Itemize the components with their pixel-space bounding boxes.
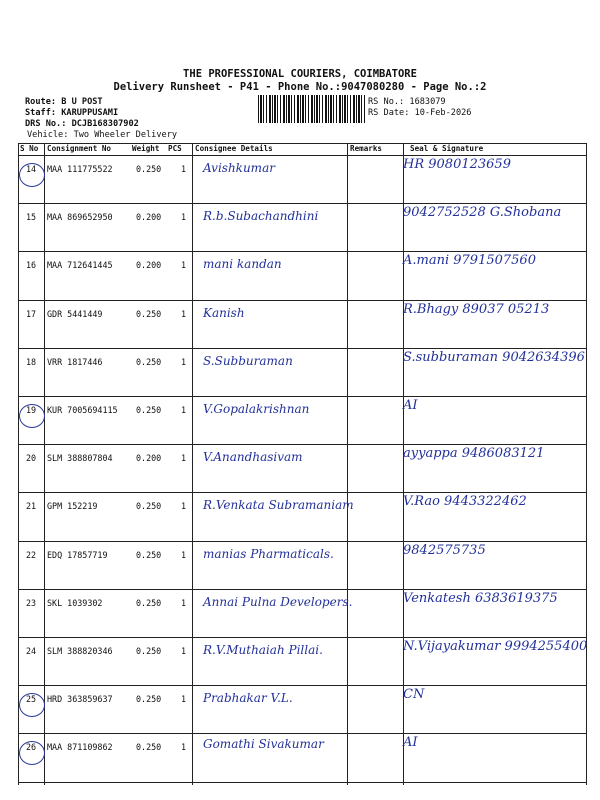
row-pcs: 1 <box>181 597 187 608</box>
table-row <box>18 301 586 343</box>
row-pcs: 1 <box>181 212 187 223</box>
row-weight: 0.250 <box>136 501 162 512</box>
row-consignment: MAA 712641445 <box>47 260 113 271</box>
row-weight: 0.200 <box>136 212 162 223</box>
table-row <box>18 638 586 680</box>
col-consignment: Consignment No <box>47 144 112 153</box>
row-consignment: SKL 1039302 <box>47 597 103 608</box>
consignee-handwriting: mani kandan <box>203 257 282 272</box>
row-weight: 0.250 <box>136 549 162 560</box>
col-consignee: Consignee Details <box>195 144 273 153</box>
row-weight: 0.250 <box>136 356 162 367</box>
consignee-handwriting: V.Anandhasivam <box>203 450 303 465</box>
row-sno: 15 <box>25 212 37 223</box>
consignee-handwriting: S.Subburaman <box>203 353 293 368</box>
col-sno: S No <box>20 144 39 153</box>
row-pcs: 1 <box>181 308 187 319</box>
barcode <box>258 95 366 123</box>
consignee-handwriting: Avishkumar <box>203 161 275 175</box>
row-weight: 0.250 <box>136 597 162 608</box>
row-pcs: 1 <box>181 164 187 174</box>
table-row <box>18 686 586 728</box>
row-sno: 26 <box>22 742 40 752</box>
table-row <box>18 349 586 391</box>
signature: N.Vijayakumar 9994255400 <box>403 639 588 654</box>
signature: 9842575735 <box>403 542 486 558</box>
signature: V.Rao 9443322462 <box>403 494 527 510</box>
signature: ayyappa 9486083121 <box>403 446 545 462</box>
circled-mark <box>19 693 45 717</box>
row-sno: 20 <box>25 453 37 464</box>
row-consignment: KUR 7005694115 <box>47 405 118 415</box>
table-row <box>18 445 586 487</box>
row-pcs: 1 <box>181 501 187 512</box>
consignee-handwriting: R.V.Muthaiah Pillai. <box>203 643 323 657</box>
drs-number: DRS No.: DCJB168307902 <box>25 119 139 129</box>
row-weight: 0.250 <box>136 646 162 656</box>
signature: 9042752528 G.Shobana <box>403 205 562 221</box>
row-consignment: VRR 1817446 <box>47 356 103 367</box>
signature: AI <box>403 398 418 413</box>
row-consignment: GPM 152219 <box>47 501 98 512</box>
col-weight: Weight <box>132 144 160 153</box>
row-pcs: 1 <box>181 549 187 560</box>
row-consignment: MAA 869652950 <box>47 212 113 223</box>
row-sno: 21 <box>25 501 37 512</box>
row-consignment: SLM 388807804 <box>47 453 113 464</box>
row-pcs: 1 <box>181 356 187 367</box>
row-consignment: MAA 111775522 <box>47 164 113 174</box>
row-pcs: 1 <box>181 405 187 415</box>
row-consignment: GDR 5441449 <box>47 308 103 319</box>
row-weight: 0.250 <box>136 405 162 415</box>
signature: R.Bhagy 89037 05213 <box>403 301 550 317</box>
row-pcs: 1 <box>181 646 187 656</box>
consignee-handwriting: R.b.Subachandhini <box>203 209 319 224</box>
table-header <box>18 143 586 155</box>
row-sno: 16 <box>25 260 37 271</box>
row-weight: 0.250 <box>136 308 162 319</box>
table-row <box>18 156 586 198</box>
signature: HR 9080123659 <box>403 157 511 172</box>
route-label: Route: B U POST <box>25 97 103 107</box>
consignee-handwriting: Kanish <box>203 305 245 320</box>
table-row <box>18 204 586 246</box>
row-consignment: SLM 388820346 <box>47 646 113 656</box>
row-sno: 18 <box>25 356 37 367</box>
row-pcs: 1 <box>181 694 187 705</box>
row-weight: 0.250 <box>136 694 162 705</box>
signature: Venkatesh 6383619375 <box>403 590 558 606</box>
consignee-handwriting: R.Venkata Subramaniam <box>203 498 354 513</box>
row-weight: 0.250 <box>136 164 162 174</box>
vehicle-label: Vehicle: Two Wheeler Delivery <box>27 130 178 140</box>
consignee-handwriting: Annai Pulna Developers. <box>203 594 353 609</box>
row-sno: 19 <box>22 405 40 415</box>
row-consignment: EDQ 17857719 <box>47 549 108 560</box>
table-row <box>18 397 586 439</box>
table-row <box>18 252 586 294</box>
row-sno: 23 <box>25 597 37 608</box>
runsheet-title: Delivery Runsheet - P41 - Phone No.:9047080280 - Page No.:2 <box>113 81 487 93</box>
table-row <box>18 734 586 776</box>
rs-date: RS Date: 10-Feb-2026 <box>368 108 472 118</box>
row-weight: 0.200 <box>136 260 162 271</box>
row-sno: 14 <box>22 164 40 174</box>
col-remarks: Remarks <box>350 144 383 153</box>
row-pcs: 1 <box>181 260 187 271</box>
consignee-handwriting: Gomathi Sivakumar <box>203 737 324 752</box>
table-row <box>18 493 586 535</box>
col-pcs: PCS <box>168 144 182 153</box>
circled-mark <box>19 404 45 428</box>
signature: AI <box>403 735 418 751</box>
row-sno: 25 <box>22 694 40 704</box>
row-sno: 24 <box>25 646 37 656</box>
table-row <box>18 542 586 584</box>
row-weight: 0.250 <box>136 742 162 753</box>
company-title: THE PROFESSIONAL COURIERS, COIMBATORE <box>183 68 417 80</box>
row-consignment: HRD 363859637 <box>47 694 113 705</box>
staff-label: Staff: KARUPPUSAMI <box>25 108 119 118</box>
row-sno: 22 <box>25 549 37 560</box>
signature: S.subburaman 9042634396 <box>403 349 585 365</box>
row-rule <box>18 782 586 783</box>
row-pcs: 1 <box>181 742 187 753</box>
circled-mark <box>19 163 45 187</box>
col-seal: Seal & Signature <box>410 144 484 153</box>
row-pcs: 1 <box>181 453 187 464</box>
row-consignment: MAA 871109862 <box>47 742 113 753</box>
rs-number: RS No.: 1683079 <box>368 97 446 107</box>
table-row <box>18 590 586 632</box>
consignee-handwriting: Prabhakar V.L. <box>203 691 293 706</box>
consignee-handwriting: V.Gopalakrishnan <box>203 402 310 416</box>
row-weight: 0.200 <box>136 453 162 464</box>
signature: CN <box>403 687 425 703</box>
signature: A.mani 9791507560 <box>403 253 536 269</box>
row-sno: 17 <box>25 308 37 319</box>
circled-mark <box>19 741 45 765</box>
consignee-handwriting: manias Pharmaticals. <box>203 546 334 561</box>
